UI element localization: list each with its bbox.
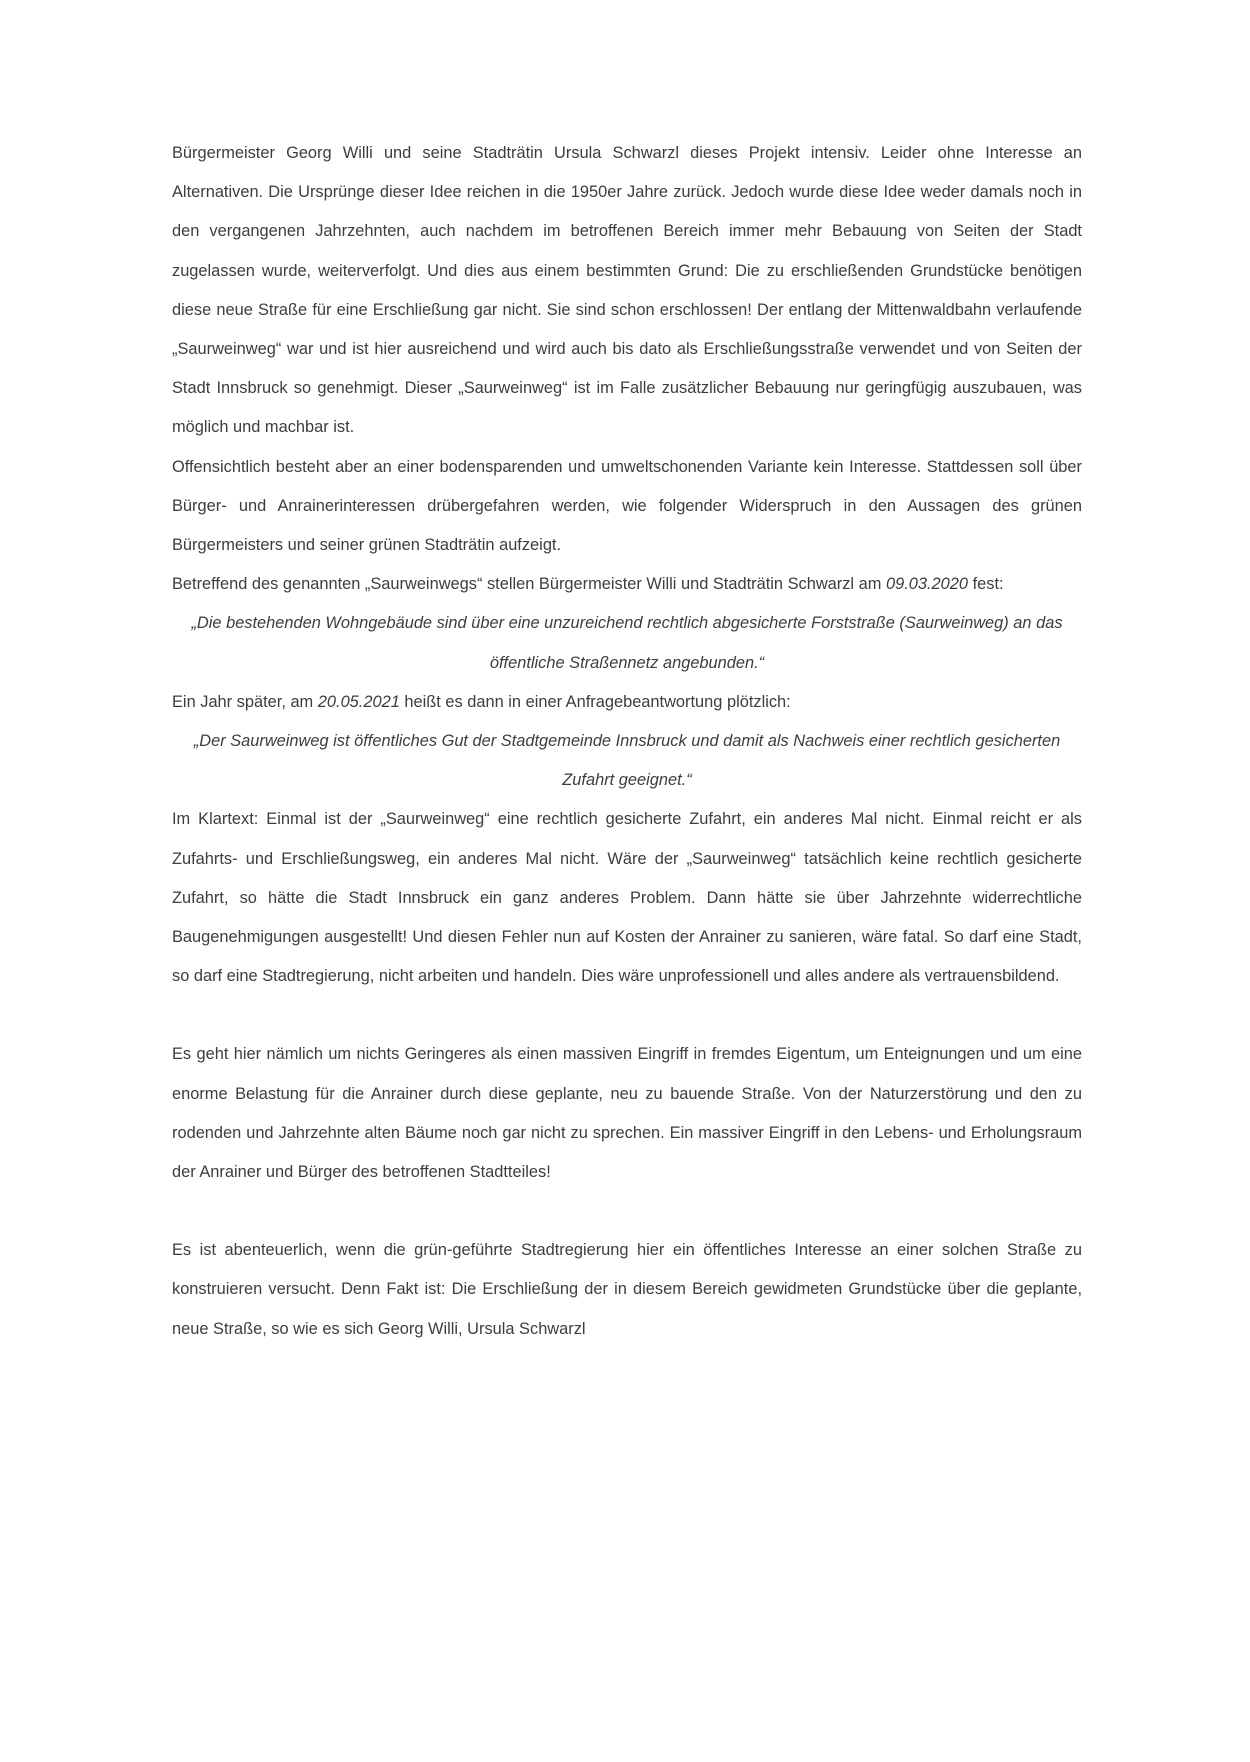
paragraph-4: [172, 683, 1082, 722]
paragraph-spacer: [172, 996, 1082, 1035]
date-2: 20.05.2021: [317, 692, 400, 711]
paragraph-5: Im Klartext: Einmal ist der „Saurweinweg“ eine rechtlich gesicherte Zufahrt, ein anderes Mal nicht. Einmal reicht er als Zufahrts- und Erschließungsweg, ein anderes Mal nicht. Wäre der „Saurweinweg“ tatsächlich keine rechtlich gesicherte Zufahrt, so hätte die Stadt Innsbruck ein ganz anderes Problem. Dann hätte sie über Jahrzehnte widerrechtliche Baugenehmigungen ausgestellt! Und diesen Fehler nun auf Kosten der Anrainer zu sanieren, wäre fatal. So darf eine Stadt, so darf eine Stadtregierung, nicht arbeiten und handeln. Dies wäre unprofessionell und alles andere als vertrauensbildend.: [172, 810, 1082, 986]
paragraph-2: Offensichtlich besteht aber an einer bodensparenden und umweltschonenden Variante kein Interesse. Stattdessen soll über Bürger- und Anrainerinteressen drübergefahren werden, wie folgender Widerspruch in den Aussagen des grünen Bürgermeisters und seiner grünen Stadträtin aufzeigt.: [172, 457, 1082, 555]
paragraph-1: Bürgermeister Georg Willi und seine Stadträtin Ursula Schwarzl dieses Projekt intensiv. Leider ohne Interesse an Alternativen. Die Ursprünge dieser Idee reichen in die 1950er Jahre zurück. Jedoch wurde diese Idee weder damals noch in den vergangenen Jahrzehnten, auch nachdem im betroffenen Bereich immer mehr Bebauung von Seiten der Stadt zugelassen wurde, weiterverfolgt. Und dies aus einem bestimmten Grund: Die zu erschließenden Grundstücke benötigen diese neue Straße für eine Erschließung gar nicht. Sie sind schon erschlossen! Der entlang der Mittenwaldbahn verlaufende „Saurweinweg“ war und ist hier ausreichend und wird auch bis dato als Erschließungsstraße verwendet und von Seiten der Stadt Innsbruck so genehmigt. Dieser „Saurweinweg“ ist im Falle zusätzlicher Bebauung nur geringfügig auszubauen, was möglich und machbar ist.: [172, 144, 1082, 437]
date-1: 09.03.2020: [885, 575, 969, 594]
paragraph-3-end: fest:: [972, 575, 1004, 594]
paragraph-6: Es geht hier nämlich um nichts Geringeres als einen massiven Eingriff in fremdes Eigentum, um Enteignungen und um eine enorme Belastung für die Anrainer durch diese geplante, neu zu bauende Straße. Von der Naturzerstörung und den zu rodenden und Jahrzehnte alten Bäume noch gar nicht zu sprechen. Ein massiver Eingriff in den Lebens- und Erholungsraum der Anrainer und Bürger des betroffenen Stadtteiles!: [172, 1045, 1082, 1182]
document-page: [172, 134, 1082, 1349]
paragraph-3: [172, 565, 1082, 604]
paragraph-4-end: heißt es dann in einer Anfragebeantwortung plötzlich:: [404, 692, 791, 711]
quote-1: „Die bestehenden Wohngebäude sind über eine unzureichend rechtlich abgesicherte Forststraße (Saurweinweg) an das öffentliche Straßennetz angebunden.“: [191, 614, 1063, 672]
paragraph-4-intro: Ein Jahr später, am: [172, 692, 314, 711]
paragraph-spacer: [172, 1192, 1082, 1231]
quote-2: „Der Saurweinweg ist öffentliches Gut der Stadtgemeinde Innsbruck und damit als Nachweis einer rechtlich gesicherten Zufahrt geeignet.“: [193, 732, 1061, 790]
paragraph-7: Es ist abenteuerlich, wenn die grün-geführte Stadtregierung hier ein öffentliches Interesse an einer solchen Straße zu konstruieren versucht. Denn Fakt ist: Die Erschließung der in diesem Bereich gewidmeten Grundstücke über die geplante, neue Straße, so wie es sich Georg Willi, Ursula Schwarzl: [172, 1241, 1082, 1338]
paragraph-3-intro: Betreffend des genannten „Saurweinwegs“ stellen Bürgermeister Willi und Stadträtin Schwarzl am: [172, 575, 882, 594]
